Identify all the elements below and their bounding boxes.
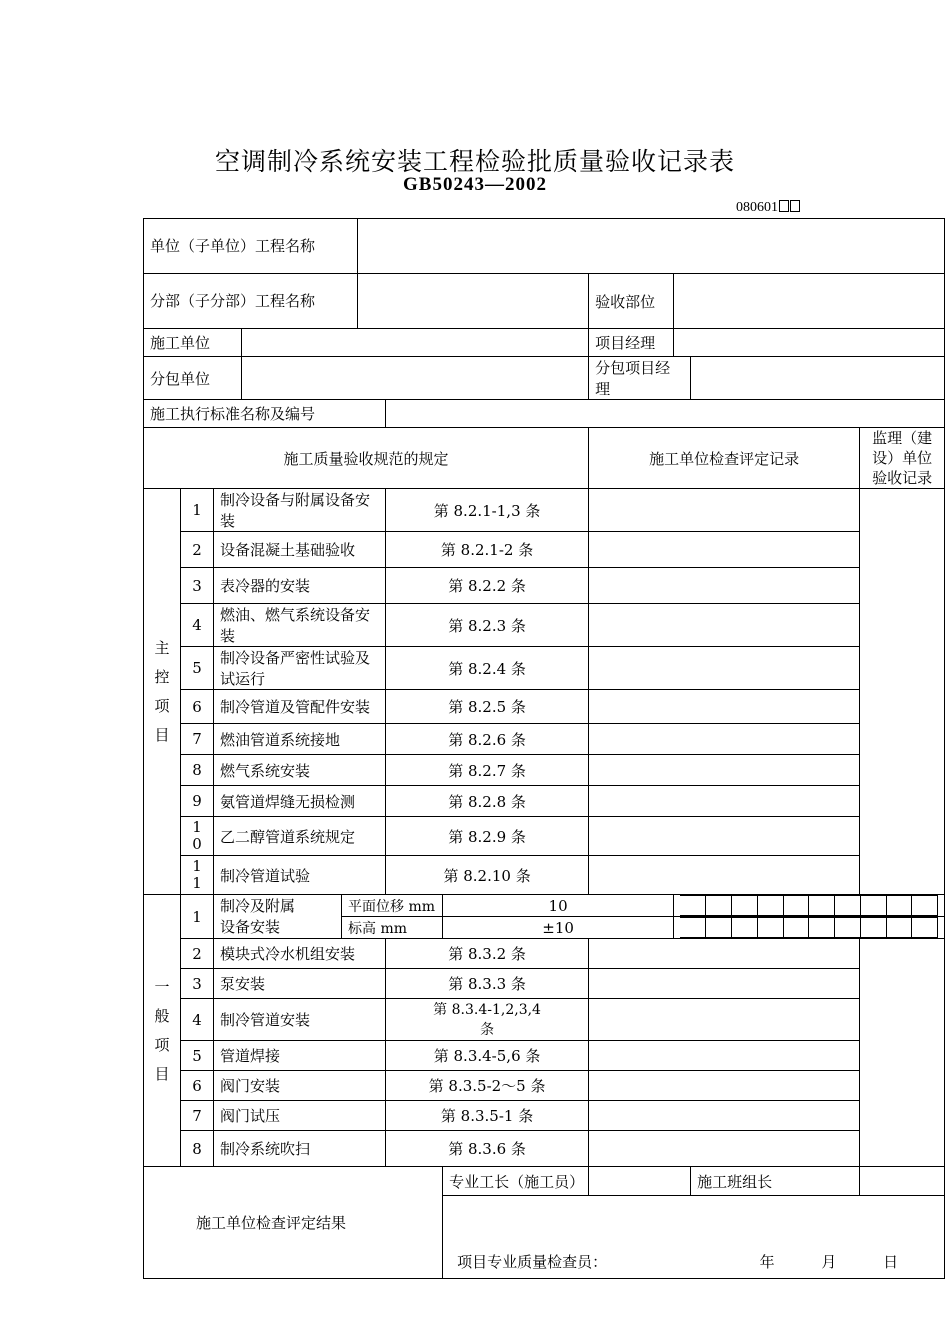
item-clause: 第 8.2.1-1,3 条	[386, 489, 589, 532]
item-number: 9	[181, 786, 214, 817]
month-label: 月	[821, 1253, 837, 1271]
measurement-cell[interactable]	[783, 918, 809, 938]
item-clause: 第 8.3.4-5,6 条	[386, 1041, 589, 1071]
inspection-column-header: 施工单位检查评定记录	[589, 428, 860, 489]
item-number: 6	[181, 690, 214, 724]
quality-inspector-label: 项目专业质量检查员：	[457, 1253, 608, 1271]
standard-number: GB50243—2002	[403, 174, 547, 195]
construction-result-label: 施工单位检查评定结果	[144, 1167, 443, 1279]
subcontract-manager-label: 分包项目经理	[589, 357, 691, 400]
item-name: 乙二醇管道系统规定	[214, 817, 386, 856]
foreman-label: 专业工长（施工员）	[443, 1167, 589, 1196]
inspection-record-cell[interactable]	[589, 856, 860, 895]
sub-item-name: 平面位移 mm	[342, 895, 443, 917]
standard-name-value[interactable]	[386, 400, 945, 428]
construction-unit-value[interactable]	[242, 329, 589, 357]
item-number: 3	[181, 568, 214, 604]
item-name: 制冷及附属 设备安装	[214, 895, 342, 939]
inspection-record-cell[interactable]	[589, 755, 860, 786]
sub-project-name-value[interactable]	[358, 274, 589, 329]
inspection-record-cell[interactable]	[589, 939, 860, 969]
item-clause: 第 8.3.5-1 条	[386, 1101, 589, 1131]
item-clause: 第 8.2.10 条	[386, 856, 589, 895]
measurement-cells	[680, 895, 938, 916]
sub-item-name: 标高 mm	[342, 917, 443, 939]
measurement-cell[interactable]	[886, 896, 912, 916]
item-name: 表冷器的安装	[214, 568, 386, 604]
form-code-number: 080601	[736, 200, 778, 215]
measurement-cell[interactable]	[757, 896, 783, 916]
acceptance-record-table	[143, 218, 945, 1279]
team-leader-signature[interactable]	[860, 1167, 945, 1196]
inspection-record-cell[interactable]	[589, 969, 860, 999]
measurement-grid	[674, 917, 945, 939]
measurement-cell[interactable]	[732, 918, 758, 938]
project-manager-value[interactable]	[674, 329, 945, 357]
item-clause: 第 8.3.4-1,2,3,4 条	[386, 999, 589, 1041]
form-title: 空调制冷系统安装工程检验批质量验收记录表	[214, 147, 735, 176]
measurement-cell[interactable]	[809, 896, 835, 916]
item-clause: 第 8.2.2 条	[386, 568, 589, 604]
item-number: 7	[181, 724, 214, 755]
measurement-cell[interactable]	[706, 918, 732, 938]
inspection-record-cell[interactable]	[589, 724, 860, 755]
item-clause: 第 8.2.3 条	[386, 604, 589, 647]
item-name: 管道焊接	[214, 1041, 386, 1071]
item-clause: 第 8.3.5-2～5 条	[386, 1071, 589, 1101]
measurement-cell[interactable]	[809, 918, 835, 938]
measurement-cell[interactable]	[835, 896, 861, 916]
item-number: 1	[181, 895, 214, 939]
inspection-record-cell[interactable]	[589, 1071, 860, 1101]
item-clause: 第 8.2.8 条	[386, 786, 589, 817]
code-box	[790, 200, 800, 212]
supervision-column-header: 监理（建设）单位验收记录	[860, 428, 945, 489]
inspection-record-cell[interactable]	[589, 647, 860, 690]
item-clause: 第 8.2.7 条	[386, 755, 589, 786]
main-control-label: 主 控 项 目	[144, 489, 181, 895]
supervision-record-cell[interactable]	[860, 489, 945, 895]
subcontract-unit-label: 分包单位	[144, 357, 242, 400]
item-clause: 第 8.2.6 条	[386, 724, 589, 755]
item-number: 6	[181, 1071, 214, 1101]
item-clause: 第 8.3.2 条	[386, 939, 589, 969]
sub-project-name-label: 分部（子分部）工程名称	[144, 274, 358, 329]
item-clause: 第 8.2.5 条	[386, 690, 589, 724]
inspection-record-cell[interactable]	[589, 1131, 860, 1167]
unit-project-name-label: 单位（子单位）工程名称	[144, 219, 358, 274]
measurement-cell[interactable]	[912, 896, 938, 916]
item-number: 5	[181, 1041, 214, 1071]
general-items-label: 一 般 项 目	[144, 895, 181, 1167]
measurement-cell[interactable]	[706, 896, 732, 916]
item-number: 7	[181, 1101, 214, 1131]
inspection-record-cell[interactable]	[589, 1101, 860, 1131]
subcontract-unit-value[interactable]	[242, 357, 589, 400]
item-number: 8	[181, 1131, 214, 1167]
inspection-record-cell[interactable]	[589, 568, 860, 604]
item-name: 泵安装	[214, 969, 386, 999]
acceptance-part-label: 验收部位	[589, 274, 674, 329]
measurement-cell[interactable]	[886, 918, 912, 938]
inspection-record-cell[interactable]	[589, 604, 860, 647]
item-name: 制冷系统吹扫	[214, 1131, 386, 1167]
item-name: 燃油、燃气系统设备安装	[214, 604, 386, 647]
foreman-signature[interactable]	[589, 1167, 691, 1196]
item-number: 1 0	[181, 817, 214, 856]
item-clause: 第 8.3.3 条	[386, 969, 589, 999]
item-name: 氨管道焊缝无损检测	[214, 786, 386, 817]
item-clause: 第 8.3.6 条	[386, 1131, 589, 1167]
inspection-record-cell[interactable]	[589, 489, 860, 532]
inspection-record-cell[interactable]	[589, 1041, 860, 1071]
measurement-cells	[680, 917, 938, 938]
measurement-cell[interactable]	[783, 896, 809, 916]
form-code	[736, 200, 800, 216]
measurement-cell[interactable]	[835, 918, 861, 938]
item-number: 3	[181, 969, 214, 999]
inspection-record-cell[interactable]	[589, 999, 860, 1041]
item-name: 燃油管道系统接地	[214, 724, 386, 755]
subcontract-manager-value[interactable]	[691, 357, 945, 400]
item-number: 1 1	[181, 856, 214, 895]
standard-name-label: 施工执行标准名称及编号	[144, 400, 386, 428]
item-name: 制冷设备与附属设备安装	[214, 489, 386, 532]
item-name: 设备混凝土基础验收	[214, 532, 386, 568]
item-number: 8	[181, 755, 214, 786]
item-name: 燃气系统安装	[214, 755, 386, 786]
spec-column-header: 施工质量验收规范的规定	[144, 428, 589, 489]
measurement-cell[interactable]	[860, 896, 886, 916]
quality-inspector-area[interactable]	[443, 1196, 945, 1279]
item-number: 4	[181, 604, 214, 647]
item-number: 4	[181, 999, 214, 1041]
construction-unit-label: 施工单位	[144, 329, 242, 357]
allowable-deviation: ±10	[443, 917, 674, 939]
acceptance-part-value[interactable]	[674, 274, 945, 329]
unit-project-name-value[interactable]	[358, 219, 945, 274]
measurement-grid	[674, 895, 945, 917]
day-label: 日	[883, 1253, 899, 1271]
item-name: 阀门安装	[214, 1071, 386, 1101]
allowable-deviation: 10	[443, 895, 674, 917]
project-manager-label: 项目经理	[589, 329, 674, 357]
sign-date	[718, 1251, 899, 1272]
item-name: 制冷管道试验	[214, 856, 386, 895]
item-name: 制冷管道安装	[214, 999, 386, 1041]
team-leader-label: 施工班组长	[691, 1167, 860, 1196]
item-number: 1	[181, 489, 214, 532]
item-name: 制冷设备严密性试验及试运行	[214, 647, 386, 690]
inspection-record-cell[interactable]	[589, 690, 860, 724]
item-name: 阀门试压	[214, 1101, 386, 1131]
year-label: 年	[759, 1253, 775, 1271]
inspection-record-cell[interactable]	[589, 786, 860, 817]
item-number: 5	[181, 647, 214, 690]
measurement-cell[interactable]	[860, 918, 886, 938]
measurement-cell[interactable]	[912, 918, 938, 938]
item-number: 2	[181, 939, 214, 969]
measurement-cell[interactable]	[732, 896, 758, 916]
item-name: 模块式冷水机组安装	[214, 939, 386, 969]
item-name: 制冷管道及管配件安装	[214, 690, 386, 724]
measurement-cell[interactable]	[680, 896, 706, 916]
item-clause: 第 8.2.1-2 条	[386, 532, 589, 568]
item-number: 2	[181, 532, 214, 568]
inspection-record-cell[interactable]	[589, 817, 860, 856]
measurement-cell[interactable]	[680, 918, 706, 938]
quality-inspector-block	[449, 1196, 938, 1278]
code-box	[779, 200, 789, 212]
item-clause: 第 8.2.4 条	[386, 647, 589, 690]
inspection-record-cell[interactable]	[589, 532, 860, 568]
item-clause: 第 8.2.9 条	[386, 817, 589, 856]
measurement-cell[interactable]	[757, 918, 783, 938]
